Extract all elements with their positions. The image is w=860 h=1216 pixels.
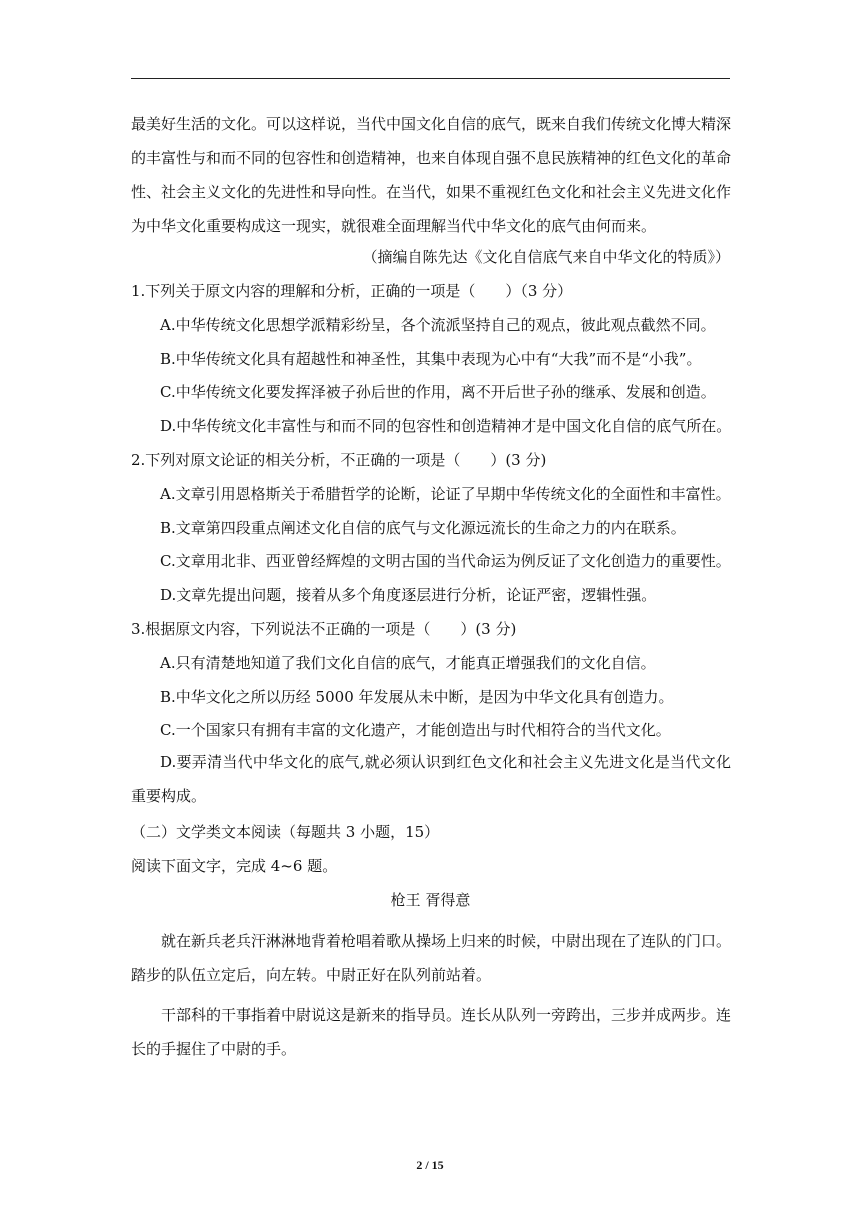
question-1-option-a: A.中华传统文化思想学派精彩纷呈，各个流派坚持自己的观点，彼此观点截然不同。: [160, 316, 716, 334]
section-heading: （二）文学类文本阅读（每题共 3 小题，15）: [131, 823, 440, 841]
story-paragraph-2: 干部科的干事指着中尉说这是新来的指导员。连长从队列一旁跨出，三步并成两步。连长的手握住了中尉的手。: [131, 1006, 732, 1058]
question-2-option-c: C.文章用北非、西亚曾经辉煌的文明古国的当代命运为例反证了文化创造力的重要性。: [160, 552, 731, 570]
question-3-option-c: C.一个国家只有拥有丰富的文化遗产，才能创造出与时代相符合的当代文化。: [160, 721, 671, 739]
question-3-option-d: D.要弄清当代中华文化的底气,就必须认识到红色文化和社会主义先进文化是当代文化重要构成。: [131, 753, 731, 805]
question-1-stem: 1.下列关于原文内容的理解和分析，正确的一项是（ ）（3 分）: [131, 282, 573, 300]
question-3-option-a: A.只有清楚地知道了我们文化自信的底气，才能真正增强我们的文化自信。: [160, 654, 656, 672]
question-2-option-b: B.文章第四段重点阐述文化自信的底气与文化源远流长的生命之力的内在联系。: [160, 519, 686, 537]
passage-source: （摘编自陈先达《文化自信底气来自中华文化的特质》）: [362, 248, 730, 266]
header-rule: [131, 78, 730, 79]
question-2-stem: 2.下列对原文论证的相关分析，不正确的一项是（ ）(3 分): [131, 451, 547, 469]
question-1-option-c: C.中华传统文化要发挥泽被子孙后世的作用，离不开后世子孙的继承、发展和创造。: [160, 383, 716, 401]
question-2-option-a: A.文章引用恩格斯关于希腊哲学的论断，论证了早期中华传统文化的全面性和丰富性。: [160, 485, 731, 503]
question-3-option-b: B.中华文化之所以历经 5000 年发展从未中断，是因为中华文化具有创造力。: [160, 688, 674, 706]
section-instruction: 阅读下面文字，完成 4~6 题。: [131, 857, 338, 875]
story-title: 枪王 胥得意: [390, 891, 471, 909]
question-3-stem: 3.根据原文内容，下列说法不正确的一项是（ ）(3 分): [131, 620, 517, 638]
story-paragraph-1: 就在新兵老兵汗淋淋地背着枪唱着歌从操场上归来的时候，中尉出现在了连队的门口。踏步的队伍立定后，向左转。中尉正好在队列前站着。: [131, 932, 732, 984]
question-1-option-b: B.中华传统文化具有超越性和神圣性，其集中表现为心中有“大我”而不是“小我”。: [160, 350, 702, 368]
question-2-option-d: D.文章先提出问题，接着从多个角度逐层进行分析，论证严密，逻辑性强。: [160, 586, 657, 604]
page-number: 2 / 15: [416, 1158, 444, 1172]
question-1-option-d: D.中华传统文化丰富性与和而不同的包容性和创造精神才是中国文化自信的底气所在。: [160, 417, 732, 435]
passage-paragraph: 最美好生活的文化。可以这样说，当代中国文化自信的底气，既来自我们传统文化博大精深的丰富性与和而不同的包容性和创造精神，也来自体现自强不息民族精神的红色文化的革命性、社会主义文化的先进性和导向性。在当代，如果不重视红色文化和社会主义先进文化作为中华文化重要构成这一现实，就很难全面理解当代中华文化的底气由何而来。: [131, 115, 732, 235]
